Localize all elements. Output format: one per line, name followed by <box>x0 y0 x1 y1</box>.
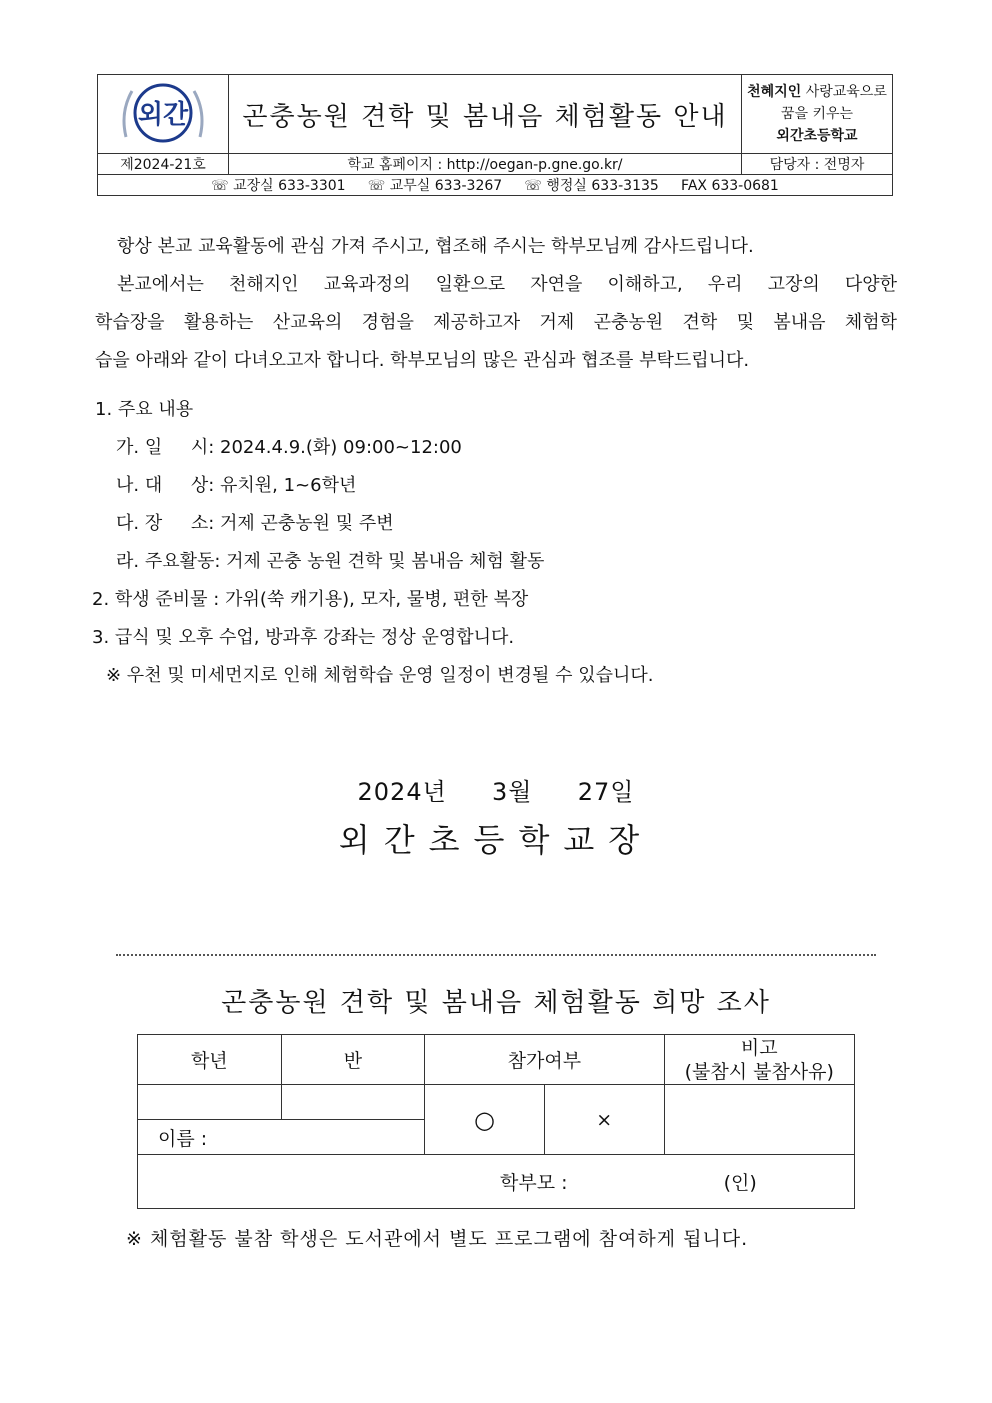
col-attend: 참가여부 <box>425 1035 664 1085</box>
para1: 항상 본교 교육활동에 관심 가져 주시고, 협조해 주시는 학부모님께 감사드립니다. <box>117 236 754 257</box>
item-place: 다. 장 소: 거제 곤충농원 및 주변 <box>116 513 394 534</box>
document-title: 곤충농원 견학 및 봄내음 체험활동 안내 <box>229 75 742 154</box>
principal-signature: 외간초등학교장 <box>338 821 654 859</box>
class-input-cell[interactable] <box>281 1085 425 1120</box>
para2-line1: 본교에서는 천해지인 교육과정의 일환으로 자연을 이해하고, 우리 고장의 다양한 <box>117 274 897 295</box>
homepage-url[interactable]: 학교 홈페이지 : http://oegan-p.gne.go.kr/ <box>229 154 742 175</box>
grade-input-cell[interactable] <box>138 1085 282 1120</box>
para2-line2: 학습장을 활용하는 산교육의 경험을 제공하고자 거제 곤충농원 견학 및 봄내음 체험학 <box>95 312 897 333</box>
col-note-title: 비고 <box>740 1036 778 1059</box>
issue-date: 2024년 3월 27일 <box>357 778 635 806</box>
name-label: 이름 : <box>158 1127 208 1150</box>
attend-yes-cell[interactable] <box>425 1085 545 1155</box>
item-target: 나. 대 상: 유치원, 1~6학년 <box>116 475 357 496</box>
heading-lunch: 3. 급식 및 오후 수업, 방과후 강좌는 정상 운영합니다. <box>92 627 515 648</box>
item-date: 가. 일 시: 2024.4.9.(화) 09:00~12:00 <box>116 437 462 458</box>
phone-numbers: ☏ 교장실 633-3301 ☏ 교무실 633-3267 ☏ 행정실 633-3135 FAX 633-0681 <box>98 175 893 196</box>
school-motto <box>742 75 893 154</box>
contact-person: 담당자 : 전명자 <box>742 154 893 175</box>
motto-rest: 사랑교육으로 <box>801 84 887 100</box>
col-class: 반 <box>281 1035 425 1085</box>
emblem-text: 외간 <box>137 100 189 130</box>
note-input-cell[interactable] <box>664 1085 854 1155</box>
col-note <box>664 1035 854 1085</box>
heading-supplies: 2. 학생 준비물 : 가위(쑥 캐기용), 모자, 물병, 편한 복장 <box>92 589 529 610</box>
school-emblem-icon <box>118 77 208 147</box>
no-mark: × <box>596 1108 613 1131</box>
motto-line2: 꿈을 키우는 <box>780 106 854 122</box>
survey-title: 곤충농원 견학 및 봄내음 체험활동 희망 조사 <box>221 988 771 1018</box>
school-logo-cell <box>98 75 229 154</box>
col-grade: 학년 <box>138 1035 282 1085</box>
weather-notice: ※ 우천 및 미세먼지로 인해 체험학습 운영 일정이 변경될 수 있습니다. <box>106 665 654 686</box>
item-activity: 라. 주요활동: 거제 곤충 농원 견학 및 봄내음 체험 활동 <box>116 551 545 572</box>
school-name: 외간초등학교 <box>776 128 858 144</box>
attend-no-cell[interactable] <box>544 1085 664 1155</box>
parent-label: 학부모 : <box>500 1172 568 1194</box>
letterhead <box>97 74 893 196</box>
absence-footnote: ※ 체험활동 불참 학생은 도서관에서 별도 프로그램에 참여하게 됩니다. <box>126 1228 749 1250</box>
motto-bold: 천혜지인 <box>747 84 802 100</box>
heading-main-content: 1. 주요 내용 <box>95 399 194 420</box>
survey-table <box>137 1034 855 1209</box>
seal-label: (인) <box>723 1172 757 1194</box>
col-note-sub: (불참시 불참사유) <box>684 1060 834 1083</box>
name-cell[interactable] <box>138 1120 425 1155</box>
para2-line3: 습을 아래와 같이 다녀오고자 합니다. 학부모님의 많은 관심과 협조를 부탁드립니다. <box>95 350 750 371</box>
intro-paragraph <box>95 228 897 380</box>
doc-number: 제2024-21호 <box>98 154 229 175</box>
parent-sign-row[interactable] <box>138 1155 855 1209</box>
cut-line <box>116 954 876 956</box>
yes-mark: ○ <box>474 1105 495 1134</box>
